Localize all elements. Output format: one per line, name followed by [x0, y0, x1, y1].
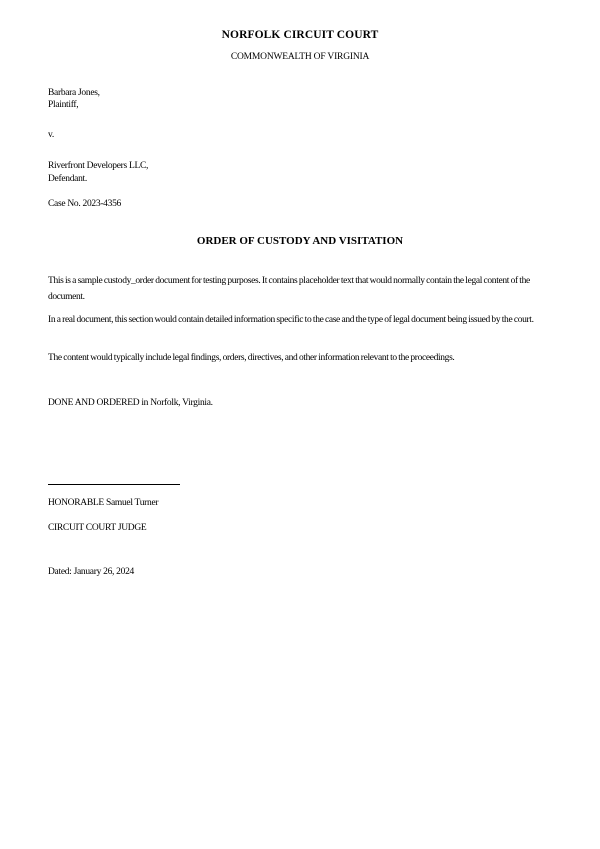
court-name: NORFOLK CIRCUIT COURT — [221, 29, 379, 41]
plaintiff-name: Barbara Jones, — [48, 88, 100, 98]
dated-line: Dated: January 26, 2024 — [48, 567, 134, 577]
defendant-name: Riverfront Developers LLC, — [48, 161, 149, 171]
signature-line — [48, 484, 180, 485]
versus-label: v. — [48, 130, 54, 140]
body-paragraph-3: The content would typically include legal findings, orders, directives, and other information relevant to the proceedings. — [48, 353, 455, 363]
jurisdiction: COMMONWEALTH OF VIRGINIA — [230, 52, 370, 62]
case-number: Case No. 2023-4356 — [48, 199, 121, 209]
body-paragraph-2: In a real document, this section would contain detailed information specific to the case and the type of legal document being issued by the court. — [48, 315, 534, 325]
order-title: ORDER OF CUSTODY AND VISITATION — [196, 235, 404, 247]
judge-name: HONORABLE Samuel Turner — [48, 498, 159, 508]
defendant-role: Defendant. — [48, 174, 87, 184]
body-paragraph-1: This is a sample custody_order document for testing purposes. It contains placeholder text that would normally contain the legal content of the document. — [48, 276, 530, 302]
done-and-ordered: DONE AND ORDERED in Norfolk, Virginia. — [48, 398, 213, 408]
judge-title: CIRCUIT COURT JUDGE — [48, 523, 147, 533]
plaintiff-role: Plaintiff, — [48, 100, 79, 110]
